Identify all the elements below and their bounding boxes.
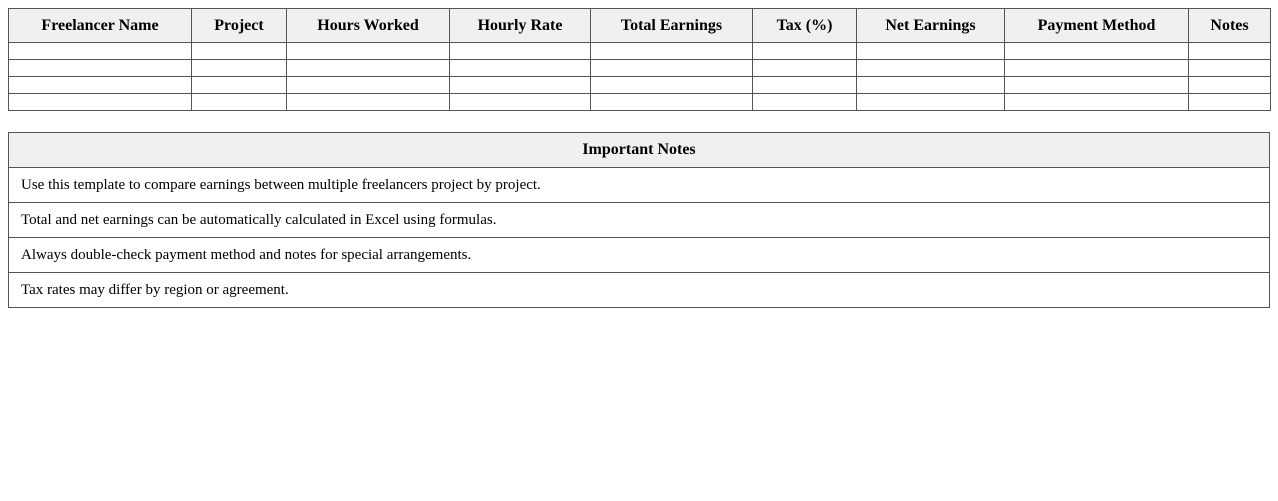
notes-table [8,132,1270,308]
notes-title: Important Notes [9,133,1270,168]
note-row [9,168,1270,203]
table-cell[interactable] [591,60,753,77]
table-row [9,77,1271,94]
table-row [9,94,1271,111]
earnings-table [8,8,1271,111]
table-cell[interactable] [287,43,450,60]
table-cell[interactable] [9,94,192,111]
table-cell[interactable] [450,43,591,60]
header-row [9,9,1271,43]
table-cell[interactable] [753,77,857,94]
column-header-total-earnings: Total Earnings [591,9,753,43]
table-cell[interactable] [1005,60,1189,77]
table-cell[interactable] [591,77,753,94]
table-cell[interactable] [857,77,1005,94]
table-cell[interactable] [9,77,192,94]
note-row [9,273,1270,308]
column-header-freelancer-name: Freelancer Name [9,9,192,43]
table-cell[interactable] [9,43,192,60]
table-cell[interactable] [192,60,287,77]
table-cell[interactable] [287,77,450,94]
table-cell[interactable] [753,94,857,111]
column-header-net-earnings: Net Earnings [857,9,1005,43]
table-cell[interactable] [753,43,857,60]
note-item: Total and net earnings can be automatically calculated in Excel using formulas. [9,203,1270,238]
table-cell[interactable] [1189,60,1271,77]
table-cell[interactable] [287,60,450,77]
table-cell[interactable] [450,94,591,111]
table-cell[interactable] [1005,94,1189,111]
table-cell[interactable] [1005,43,1189,60]
table-row [9,60,1271,77]
note-row [9,203,1270,238]
table-row [9,43,1271,60]
note-row [9,238,1270,273]
table-cell[interactable] [192,43,287,60]
column-header-hourly-rate: Hourly Rate [450,9,591,43]
table-cell[interactable] [450,60,591,77]
table-cell[interactable] [591,43,753,60]
table-cell[interactable] [1189,77,1271,94]
table-cell[interactable] [287,94,450,111]
note-item: Always double-check payment method and notes for special arrangements. [9,238,1270,273]
table-cell[interactable] [753,60,857,77]
table-cell[interactable] [450,77,591,94]
table-cell[interactable] [857,94,1005,111]
table-cell[interactable] [857,60,1005,77]
table-cell[interactable] [192,94,287,111]
column-header-hours-worked: Hours Worked [287,9,450,43]
column-header-notes: Notes [1189,9,1271,43]
column-header-tax: Tax (%) [753,9,857,43]
table-cell[interactable] [192,77,287,94]
column-header-project: Project [192,9,287,43]
table-cell[interactable] [591,94,753,111]
table-cell[interactable] [1189,94,1271,111]
note-item: Use this template to compare earnings between multiple freelancers project by project. [9,168,1270,203]
table-cell[interactable] [857,43,1005,60]
table-cell[interactable] [9,60,192,77]
table-cell[interactable] [1005,77,1189,94]
notes-header-row [9,133,1270,168]
column-header-payment-method: Payment Method [1005,9,1189,43]
table-cell[interactable] [1189,43,1271,60]
note-item: Tax rates may differ by region or agreement. [9,273,1270,308]
